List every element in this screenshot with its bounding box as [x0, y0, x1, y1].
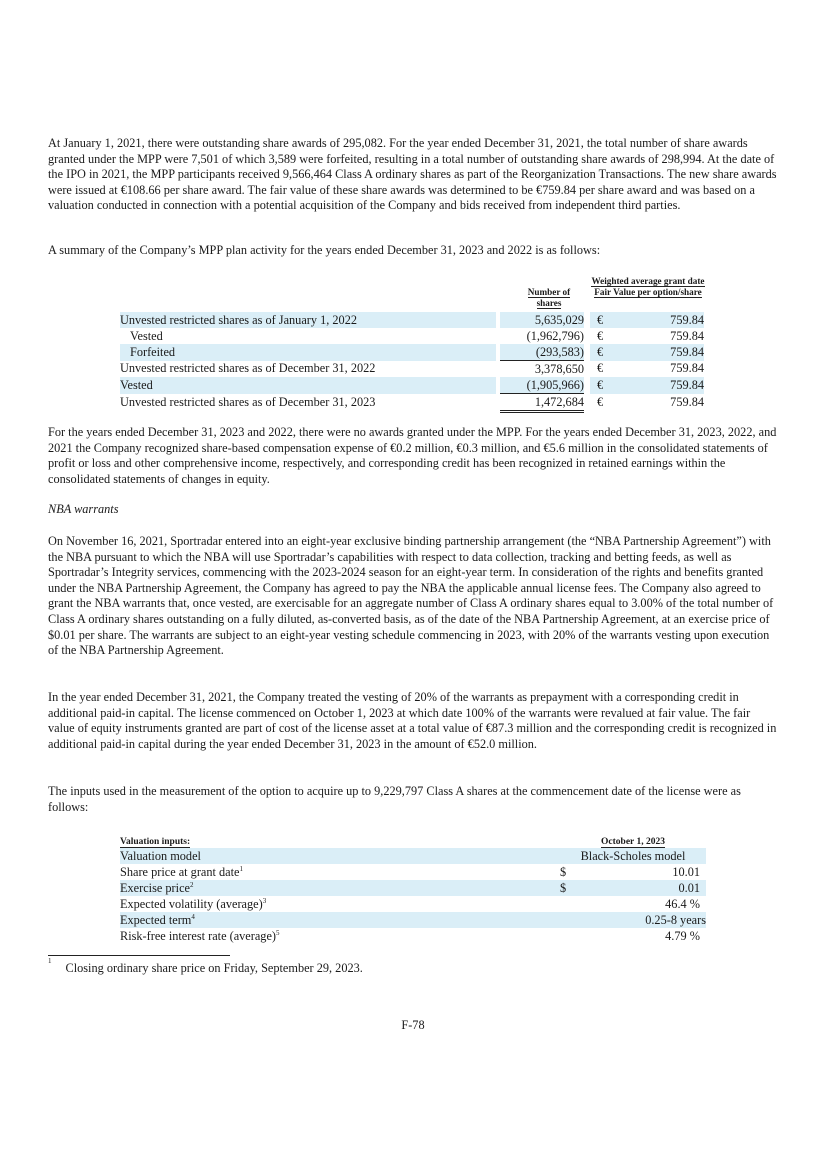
row-currency: €: [597, 395, 604, 409]
row-label: Vested: [120, 377, 496, 394]
valuation-inputs-header-text: Valuation inputs:: [120, 837, 191, 847]
header-fair-value: [590, 276, 706, 298]
footnote-text: Closing ordinary share price on Friday, September 29, 2023.: [65, 961, 363, 975]
page-number: F-78: [401, 1018, 425, 1032]
heading-nba-warrants: NBA warrants: [48, 502, 119, 516]
row-label-text: Expected term: [120, 912, 192, 927]
row-fair-value: 759.84: [610, 344, 704, 361]
row-value: 46.4 %: [665, 896, 700, 911]
footnote: [48, 957, 363, 976]
row-shares: 5,635,029: [500, 312, 584, 328]
row-label: [120, 864, 560, 880]
row-label-text: Exercise price: [120, 880, 190, 895]
table-row: [120, 361, 704, 378]
paragraph-nba-agreement: On November 16, 2021, Sportradar entered into an eight-year exclusive binding partnership arrangement (the “NBA Partnership Agreement”) with the NBA pursuant to which the NBA will use Sportradar’s capabilities with respect to data collection, tracking and betting feeds, as well as Sportradar’s Integrity services, commencing with the 2023-2024 season for an eight-year term. In consideration of the rights and benefits granted under the NBA Partnership Agreement, the Company has agreed to pay the NBA the applicable annual license fees. The Company also agreed to grant the NBA warrants that, once vested, are exercisable for an aggregate number of Class A ordinary shares equal to 3.00% of the total number of Class A ordinary shares outstanding on a fully diluted, as-converted basis, as of the date of the NBA Partnership Agreement, at an exercise price of $0.01 per share. The warrants are subject to an eight-year vesting schedule commencing in 2023, with 20% of the warrants vesting upon execution of the NBA Partnership Agreement.: [48, 534, 774, 658]
row-currency: [560, 912, 596, 928]
row-label: [120, 912, 560, 928]
row-value: 4.79 %: [665, 928, 700, 943]
table-row: [120, 896, 706, 912]
header-fair-value-text: Weighted average grant date Fair Value per option/share: [591, 276, 705, 297]
row-fair-value: 759.84: [670, 395, 704, 409]
row-label: [120, 880, 560, 896]
row-label: Forfeited: [120, 344, 496, 361]
row-value: 0.01: [596, 880, 706, 896]
row-currency: $: [560, 864, 567, 879]
table-row: [120, 864, 706, 880]
row-currency: €: [597, 361, 604, 376]
footnote-ref: 1: [239, 864, 243, 873]
row-label: Unvested restricted shares as of December 31, 2022: [120, 361, 376, 376]
row-label: Unvested restricted shares as of January 1, 2022: [120, 312, 496, 328]
row-shares: (293,583): [500, 344, 584, 361]
row-label: Vested: [130, 328, 163, 343]
footnote-ref: 3: [262, 896, 267, 905]
row-fair-value: 759.84: [610, 377, 704, 394]
footnote-ref: 2: [189, 880, 194, 889]
row-fair-value: 759.84: [670, 328, 704, 343]
row-label: [120, 928, 560, 944]
row-currency: $: [560, 880, 596, 896]
row-shares: 3,378,650: [534, 361, 584, 376]
table-row: [120, 328, 704, 344]
row-label: [120, 848, 560, 864]
valuation-date-header: [560, 834, 706, 848]
table-header-row: [120, 834, 706, 848]
row-value: Black-Scholes model: [560, 848, 706, 864]
paragraph-mpp-summary-intro: A summary of the Company’s MPP plan activity for the years ended December 31, 2023 and 2022 is as follows:: [48, 243, 601, 257]
row-currency: [560, 896, 596, 912]
row-shares: (1,905,966): [500, 377, 584, 394]
table-row: [120, 912, 706, 928]
paragraph-mpp-awards: At January 1, 2021, there were outstanding share awards of 295,082. For the year ended December 31, 2021, the total number of share awards granted under the MPP were 7,501 of which 3,589 were forfeited, resulting in a total number of outstanding share awards of 298,994. At the date of the IPO in 2021, the MPP participants received 9,566,464 Class A ordinary shares as part of the Reorganization Transactions. The new share awards were issued at €108.66 per share award. The fair value of these share awards was determined to be €759.84 per share award and was based on a valuation conducted in connection with a potential acquisition of the Company and bids received from independent third parties.: [48, 136, 777, 213]
row-currency: [560, 928, 596, 944]
table-row: [120, 928, 706, 944]
header-number-of-shares-text: Number of shares: [527, 287, 571, 308]
paragraph-mpp-expense: For the years ended December 31, 2023 and 2022, there were no awards granted under the MPP. For the years ended December 31, 2023, 2022, and 2021 the Company recognized share-based compensation expense of €0.2 million, €0.3 million, and €5.6 million in the consolidated statements of profit or loss and other comprehensive income, respectively, and corresponding credit has been recognized in retained earnings within the consolidated statements of changes in equity.: [48, 425, 777, 486]
mpp-activity-table: [120, 312, 704, 413]
table-row: [120, 312, 704, 328]
row-value: 10.01: [672, 864, 700, 879]
row-fair-value: 759.84: [610, 312, 704, 328]
row-label-text: Expected volatility (average): [120, 896, 263, 911]
table-row: [120, 848, 706, 864]
row-label-text: Risk-free interest rate (average): [120, 928, 277, 943]
table-row: [120, 394, 704, 412]
row-label-text: Share price at grant date: [120, 864, 240, 879]
row-label-text: Valuation model: [120, 848, 201, 863]
valuation-date-header-text: October 1, 2023: [601, 837, 665, 847]
row-currency: €: [590, 312, 610, 328]
table-row: [120, 377, 704, 394]
footnote-marker: 1: [48, 957, 52, 965]
paragraph-nba-vesting: In the year ended December 31, 2021, the Company treated the vesting of 20% of the warrants as prepayment with a corresponding credit in additional paid-in capital. The license commenced on October 1, 2023 at which date 100% of the warrants were revalued at fair value. The fair value of equity instruments granted are part of cost of the license asset at a total value of €87.3 million and the corresponding credit is recognized in additional paid-in capital during the year ended December 31, 2023 in the amount of €52.0 million.: [48, 690, 777, 751]
footnote-divider: [48, 955, 230, 956]
row-value: 0.25-8 years: [596, 912, 706, 928]
footnote-ref: 4: [191, 912, 195, 921]
valuation-inputs-header: [120, 834, 560, 848]
row-fair-value: 759.84: [670, 361, 704, 376]
footnote-ref: 5: [276, 928, 280, 937]
table-row: [120, 344, 704, 361]
row-currency: €: [597, 328, 604, 343]
row-shares: 1,472,684: [500, 394, 584, 412]
valuation-inputs-table: [120, 834, 706, 944]
paragraph-valuation-intro: The inputs used in the measurement of the option to acquire up to 9,229,797 Class A shares at the commencement date of the license were as follows:: [48, 784, 741, 814]
header-number-of-shares: [520, 287, 578, 309]
row-label: [120, 896, 560, 912]
table-row: [120, 880, 706, 896]
row-currency: €: [590, 377, 610, 394]
row-shares: (1,962,796): [526, 328, 584, 343]
row-label: Unvested restricted shares as of December 31, 2023: [120, 395, 376, 409]
row-currency: €: [590, 344, 610, 361]
